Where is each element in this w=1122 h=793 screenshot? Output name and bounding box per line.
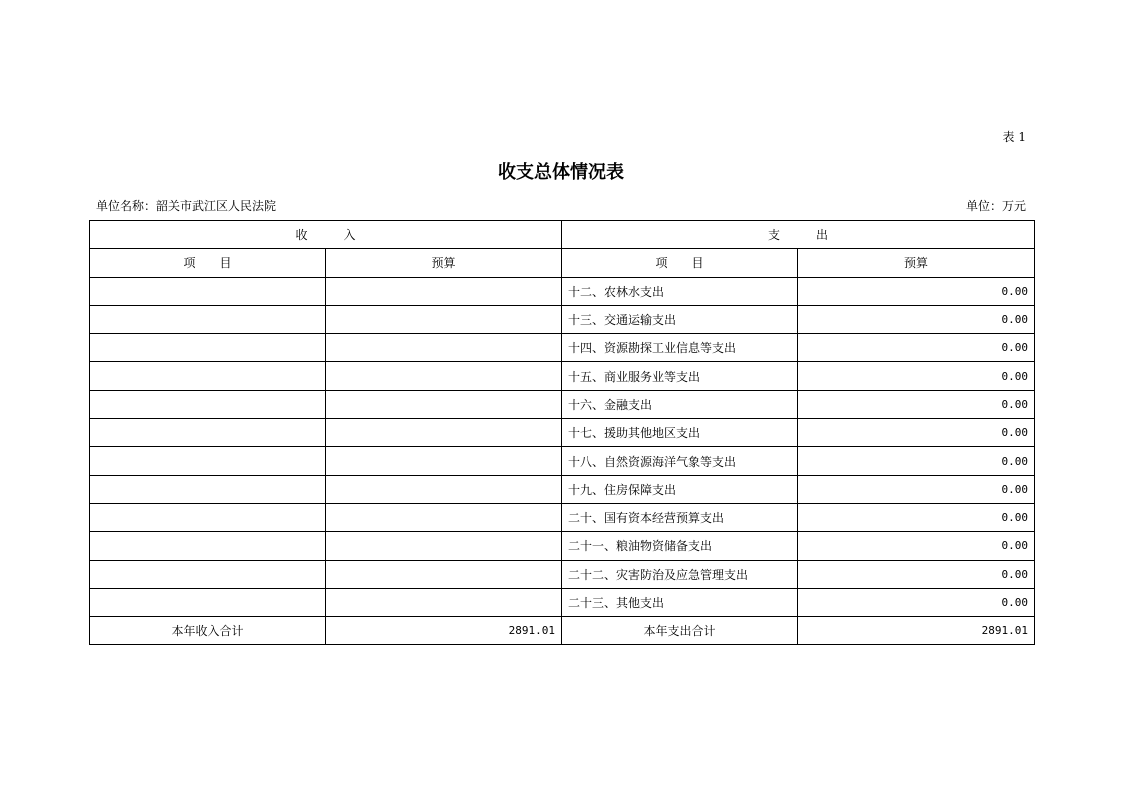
- income-item-cell: [90, 588, 326, 616]
- totals-row: [90, 617, 1035, 645]
- expense-budget-cell: 0.00: [798, 362, 1035, 390]
- income-total-label: 本年收入合计: [90, 617, 326, 645]
- expense-item-cell: 十九、住房保障支出: [562, 475, 798, 503]
- unit-label: 单位：万元: [965, 199, 1026, 213]
- expense-budget-cell: 0.00: [798, 532, 1035, 560]
- income-budget-header: 预算: [326, 249, 562, 277]
- table-row: [90, 503, 1035, 531]
- table-row: [90, 560, 1035, 588]
- section-header-row: [90, 221, 1035, 249]
- expense-item-cell: 十八、自然资源海洋气象等支出: [562, 447, 798, 475]
- income-total-value: 2891.01: [326, 617, 562, 645]
- income-budget-cell: [326, 305, 562, 333]
- expense-budget-cell: 0.00: [798, 390, 1035, 418]
- expense-budget-cell: 0.00: [798, 588, 1035, 616]
- income-item-cell: [90, 560, 326, 588]
- expense-item-cell: 十二、农林水支出: [562, 277, 798, 305]
- income-header: 收 入: [90, 221, 562, 249]
- table-row: [90, 362, 1035, 390]
- table-row: [90, 419, 1035, 447]
- table-row: [90, 277, 1035, 305]
- income-budget-cell: [326, 390, 562, 418]
- expense-item-header: 项 目: [562, 249, 798, 277]
- income-budget-cell: [326, 362, 562, 390]
- expense-total-label: 本年支出合计: [562, 617, 798, 645]
- income-item-header: 项 目: [90, 249, 326, 277]
- table-row: [90, 447, 1035, 475]
- expense-budget-cell: 0.00: [798, 503, 1035, 531]
- expense-item-cell: 十四、资源勘探工业信息等支出: [562, 334, 798, 362]
- expense-budget-cell: 0.00: [798, 305, 1035, 333]
- income-item-cell: [90, 277, 326, 305]
- income-item-cell: [90, 362, 326, 390]
- table-row: [90, 334, 1035, 362]
- expense-budget-header: 预算: [798, 249, 1035, 277]
- income-budget-cell: [326, 532, 562, 560]
- budget-table: [89, 220, 1035, 645]
- page-title: 收支总体情况表: [498, 162, 624, 183]
- unit-name: 单位名称：韶关市武江区人民法院: [96, 199, 277, 213]
- table-row: [90, 390, 1035, 418]
- income-budget-cell: [326, 475, 562, 503]
- income-budget-cell: [326, 503, 562, 531]
- expense-item-cell: 二十三、其他支出: [562, 588, 798, 616]
- expense-budget-cell: 0.00: [798, 560, 1035, 588]
- table-row: [90, 475, 1035, 503]
- income-item-cell: [90, 334, 326, 362]
- income-item-cell: [90, 475, 326, 503]
- income-budget-cell: [326, 334, 562, 362]
- income-item-cell: [90, 447, 326, 475]
- table-number: 表 1: [1002, 130, 1026, 144]
- expense-item-cell: 十五、商业服务业等支出: [562, 362, 798, 390]
- expense-item-cell: 二十一、粮油物资储备支出: [562, 532, 798, 560]
- table-row: [90, 532, 1035, 560]
- expense-budget-cell: 0.00: [798, 334, 1035, 362]
- income-budget-cell: [326, 447, 562, 475]
- expense-budget-cell: 0.00: [798, 447, 1035, 475]
- income-budget-cell: [326, 588, 562, 616]
- expense-total-value: 2891.01: [798, 617, 1035, 645]
- income-budget-cell: [326, 419, 562, 447]
- column-header-row: [90, 249, 1035, 277]
- expense-item-cell: 二十、国有资本经营预算支出: [562, 503, 798, 531]
- expense-header: 支 出: [562, 221, 1035, 249]
- table-row: [90, 305, 1035, 333]
- expense-budget-cell: 0.00: [798, 475, 1035, 503]
- table-row: [90, 588, 1035, 616]
- income-budget-cell: [326, 277, 562, 305]
- income-item-cell: [90, 532, 326, 560]
- expense-item-cell: 十三、交通运输支出: [562, 305, 798, 333]
- expense-budget-cell: 0.00: [798, 277, 1035, 305]
- income-item-cell: [90, 503, 326, 531]
- income-item-cell: [90, 419, 326, 447]
- meta-row: [96, 197, 1026, 214]
- expense-item-cell: 二十二、灾害防治及应急管理支出: [562, 560, 798, 588]
- expense-budget-cell: 0.00: [798, 419, 1035, 447]
- income-item-cell: [90, 305, 326, 333]
- income-item-cell: [90, 390, 326, 418]
- expense-item-cell: 十七、援助其他地区支出: [562, 419, 798, 447]
- expense-item-cell: 十六、金融支出: [562, 390, 798, 418]
- income-budget-cell: [326, 560, 562, 588]
